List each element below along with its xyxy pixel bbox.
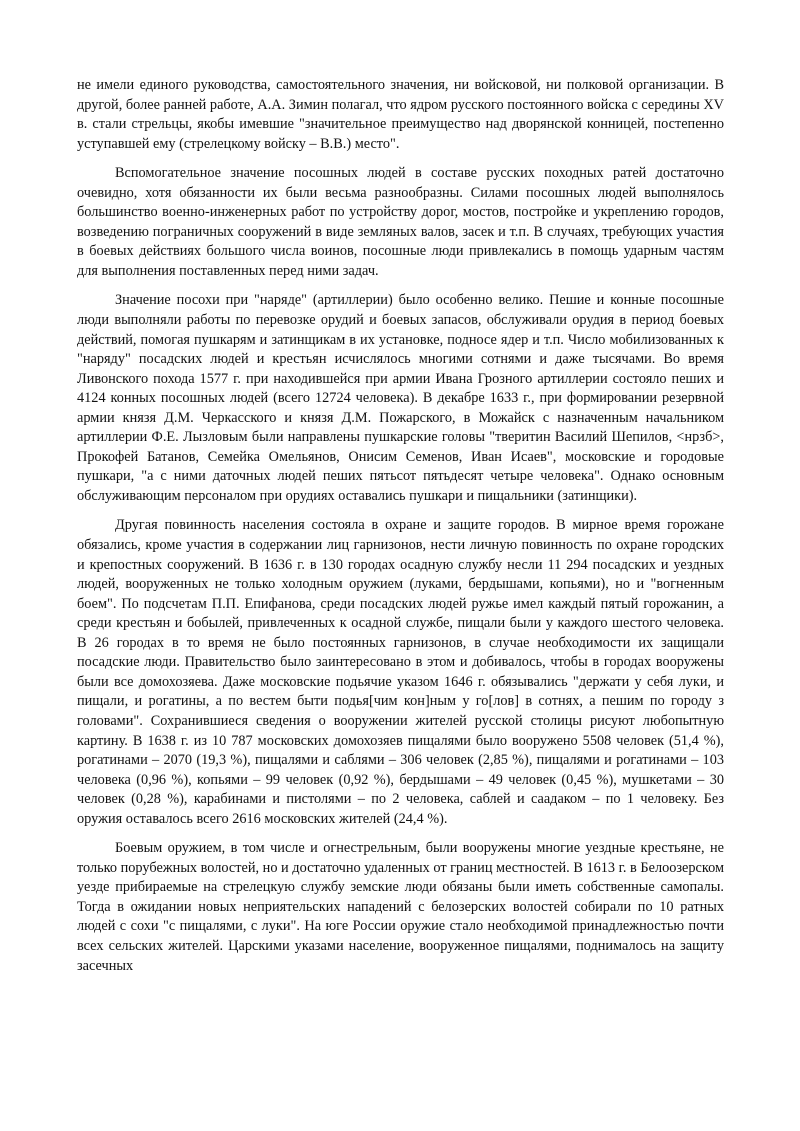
paragraph-continuation: не имели единого руководства, самостоятельного значения, ни войсковой, ни полковой организации. В другой, более ранней работе, А.А. Зимин полагал, что ядром русского постоянного войска с середины XV в. стали стрельцы, якобы имевшие "значительное преимущество над дворянской конницей, постепенно уступавшей ему (стрелецкому войску – В.В.) место". — [77, 77, 724, 152]
paragraph-pososhnye-ludi: Вспомогательное значение посошных людей в составе русских походных ратей достаточно очевидно, хотя обязанности их были весьма разнообразны. Силами посошных людей выполнялось большинство военно-инженерных работ по устройству дорог, мостов, постройке и укреплению городов, возведению пограничных сооружений в виде земляных валов, засек и т.п. В случаях, требующих участия в боевых действиях большого числа воинов, посошные люди привлекались в помощь ударным частям для выполнения поставленных перед ними задач. — [77, 165, 724, 279]
paragraph-city-defense: Другая повинность населения состояла в охране и защите городов. В мирное время горожане обязались, кроме участия в содержании лиц гарнизонов, нести личную повинность по охране городских и крепостных сооружений. В 1636 г. в 130 городах осадную службу несли 11 294 посадских и уездных людей, вооруженных не только холодным оружием (луками, бердышами, копьями), но и "вогненным боем". По подсчетам П.П. Епифанова, среди посадских людей ружье имел каждый пятый горожанин, а среди крестьян и бобылей, привлеченных к осадной службе, пищали были у каждого шестого человека. В 26 городах в то время не было постоянных гарнизонов, в случае необходимости их защищали посадские люди. Правительство было заинтересовано в этом и добивалось, чтобы в городах вооружены были все домохозяева. Даже московские подьячие указом 1646 г. обязывались "держати у себя луки, и пищали, и рогатины, а по вестем быти подья[чим кон]ным у го[лов] в сотнях, а пешим по городу з головами". Сохранившиеся сведения о вооружении жителей русской столицы рисуют любопытную картину. В 1638 г. из 10 787 московских домохозяев пищалями было вооружено 5508 человек (51,4 %), рогатинами – 2070 (19,3 %), пищалями и саблями – 306 человек (2,85 %), пищалями и рогатинами – 103 человека (0,96 %), копьями – 99 человек (0,92 %), бердышами – 49 человек (0,45 %), мушкетами – 30 человек (0,28 %), карабинами и пистолями – по 2 человека, саблей и саадаком – по 1 человеку. Без оружия оставалось всего 2616 московских жителей (24,4 %). — [77, 517, 724, 827]
document-page — [77, 76, 724, 986]
paragraph-peasant-arms: Боевым оружием, в том числе и огнестрельным, были вооружены многие уездные крестьяне, не только порубежных волостей, но и достаточно удаленных от границ местностей. В 1613 г. в Белоозерском уезде прибираемые на стрелецкую службу земские люди обязаны были иметь собственные самопалы. Тогда в ожидании новых неприятельских нападений с белозерских волостей собирали по 10 ратных людей с сохи "с пищалями, с луки". На юге России оружие стало необходимой принадлежностью почти всех сельских жителей. Царскими указами население, вооруженное пищалями, поднималось на защиту засечных — [77, 840, 724, 974]
paragraph-artillery: Значение посохи при "наряде" (артиллерии) было особенно велико. Пешие и конные посошные люди выполняли работы по перевозке орудий и боевых запасов, обслуживали орудия в период боевых действий, помогая пушкарям и затинщикам в их установке, подносе ядер и т.п. Число мобилизованных к "наряду" посадских людей и крестьян исчислялось многими сотнями и даже тысячами. Во время Ливонского похода 1577 г. при находившейся при армии Ивана Грозного артиллерии состояло пеших и 4124 конных посошных людей (всего 12724 человека). В декабре 1633 г., при формировании резервной армии князя Д.М. Черкасского и князя Д.М. Пожарского, в Можайск с назначенным начальником артиллерии Ф.Е. Лызловым были направлены пушкарские головы "тверитин Василий Шепилов, <нрзб>, Прокофей Батанов, Семейка Омельянов, Онисим Семенов, Иван Исаев", московские и городовые пушкари, "а с ними даточных людей пеших пятьсот пятьдесят четыре человека". Однако основным обслуживающим персоналом при орудиях оставались пушкари и пищальники (затинщики). — [77, 292, 724, 504]
